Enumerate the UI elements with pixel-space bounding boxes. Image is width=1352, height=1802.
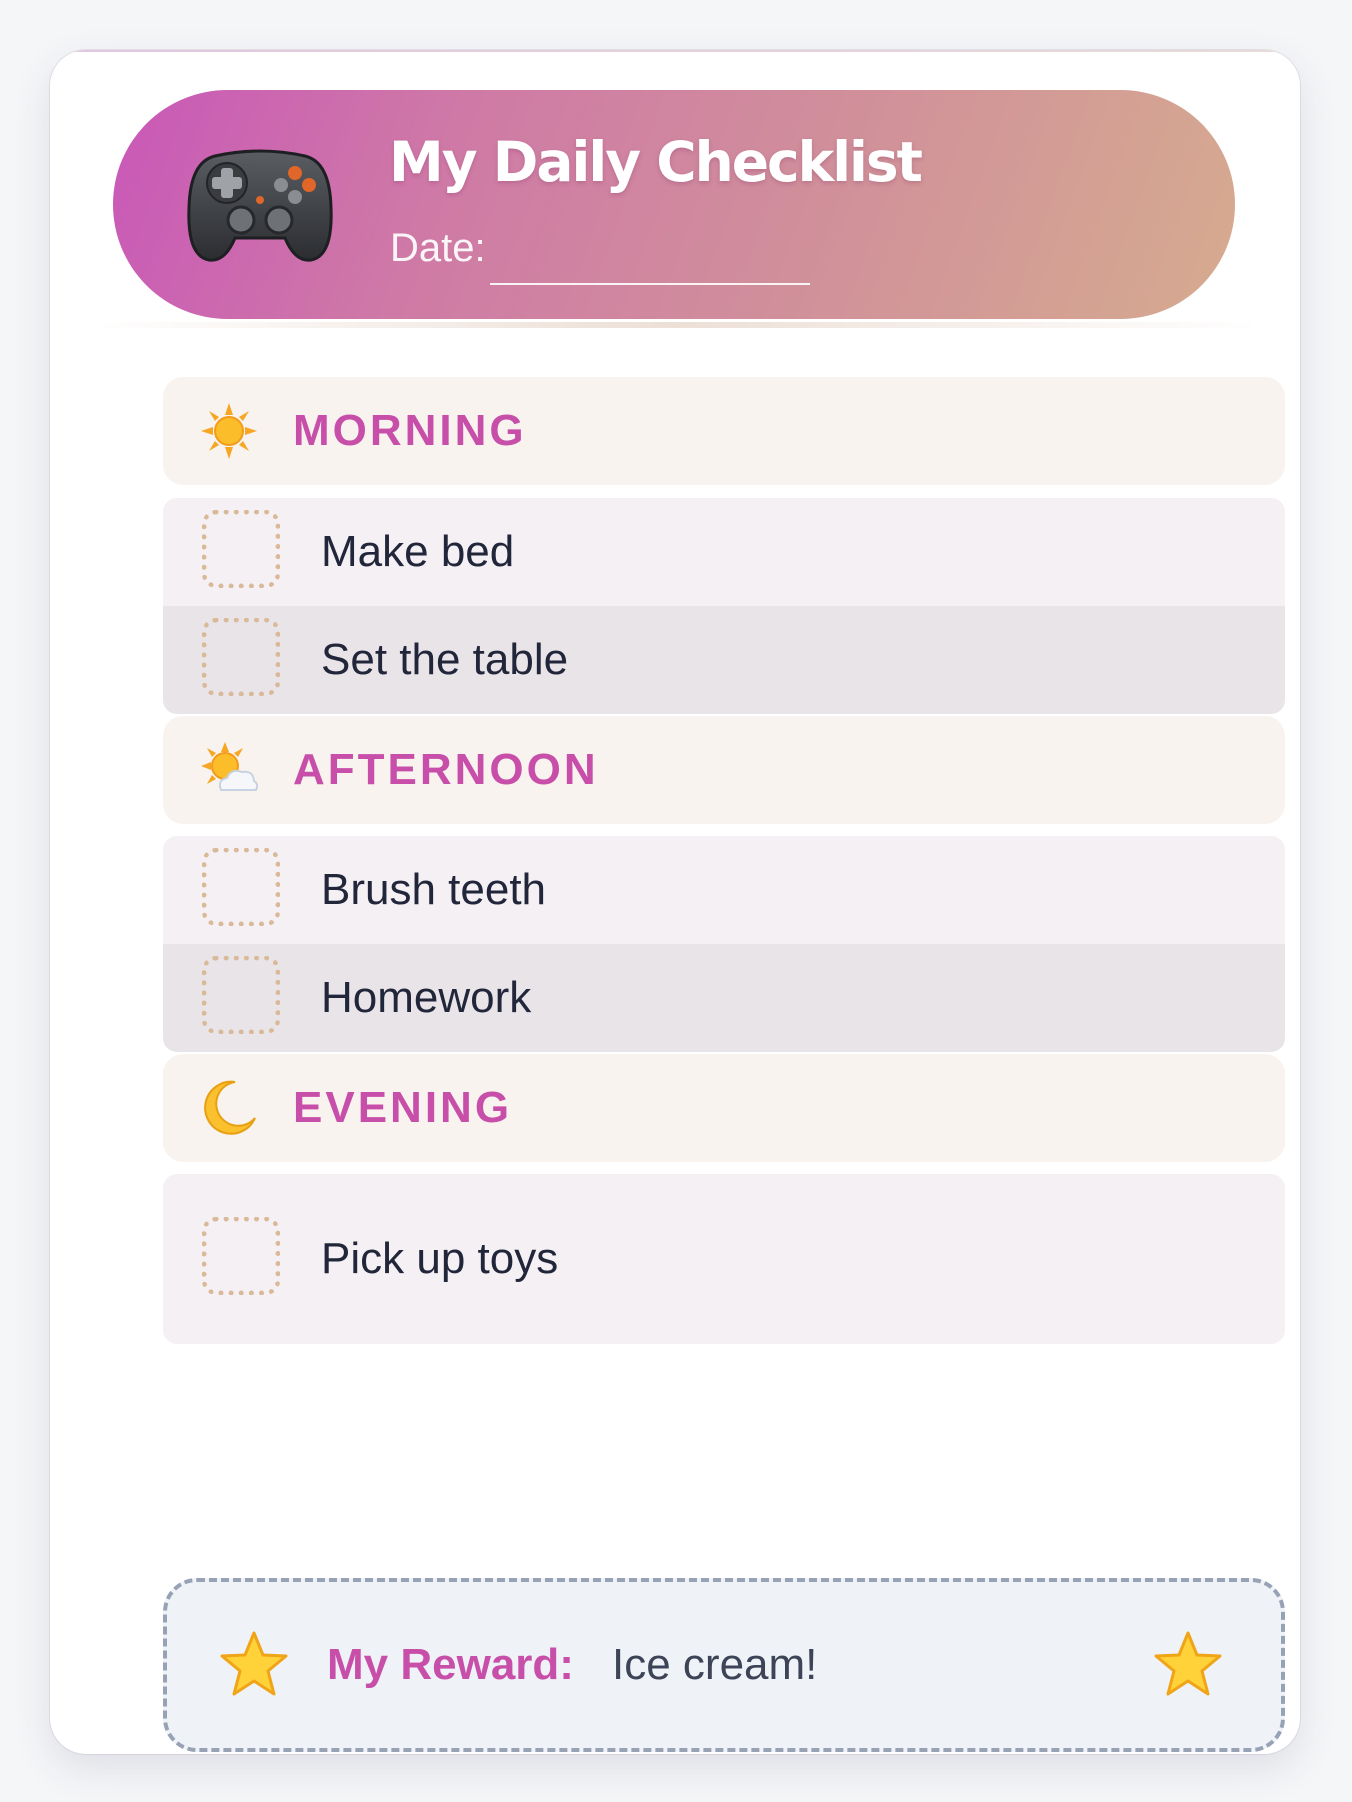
task-checkbox[interactable] [202, 848, 280, 926]
sun-icon [199, 401, 259, 461]
task-label: Make bed [321, 527, 515, 576]
section-morning-label: MORNING [293, 406, 527, 455]
page-title: My Daily Checklist [389, 130, 921, 194]
section-afternoon [163, 716, 1285, 824]
section-evening [163, 1054, 1285, 1162]
checklist-card [50, 50, 1300, 1754]
reward-box [163, 1578, 1285, 1752]
sun-behind-cloud-icon [199, 740, 259, 800]
task-label: Set the table [321, 635, 569, 684]
task-checkbox[interactable] [202, 1217, 280, 1295]
date-field-line[interactable] [490, 283, 810, 285]
gamepad-icon [185, 138, 335, 268]
task-checkbox[interactable] [202, 510, 280, 588]
reward-value: Ice cream! [612, 1640, 818, 1689]
task-label: Brush teeth [321, 865, 547, 914]
star-icon [219, 1629, 289, 1699]
task-label: Homework [321, 973, 532, 1022]
date-label: Date: [390, 226, 486, 270]
crescent-moon-icon [199, 1078, 259, 1138]
card-top-border [50, 50, 1300, 52]
task-brush-teeth[interactable] [163, 836, 1285, 944]
task-set-the-table[interactable] [163, 606, 1285, 714]
task-homework[interactable] [163, 944, 1285, 1052]
reward-label: My Reward: [327, 1640, 574, 1689]
star-icon [1153, 1629, 1223, 1699]
section-evening-label: EVENING [293, 1083, 513, 1132]
section-morning [163, 377, 1285, 485]
task-make-bed[interactable] [163, 498, 1285, 606]
task-pick-up-toys[interactable] [163, 1174, 1285, 1344]
header-divider [90, 322, 1260, 328]
task-label: Pick up toys [321, 1234, 559, 1283]
task-checkbox[interactable] [202, 618, 280, 696]
task-checkbox[interactable] [202, 956, 280, 1034]
section-afternoon-label: AFTERNOON [293, 745, 599, 794]
